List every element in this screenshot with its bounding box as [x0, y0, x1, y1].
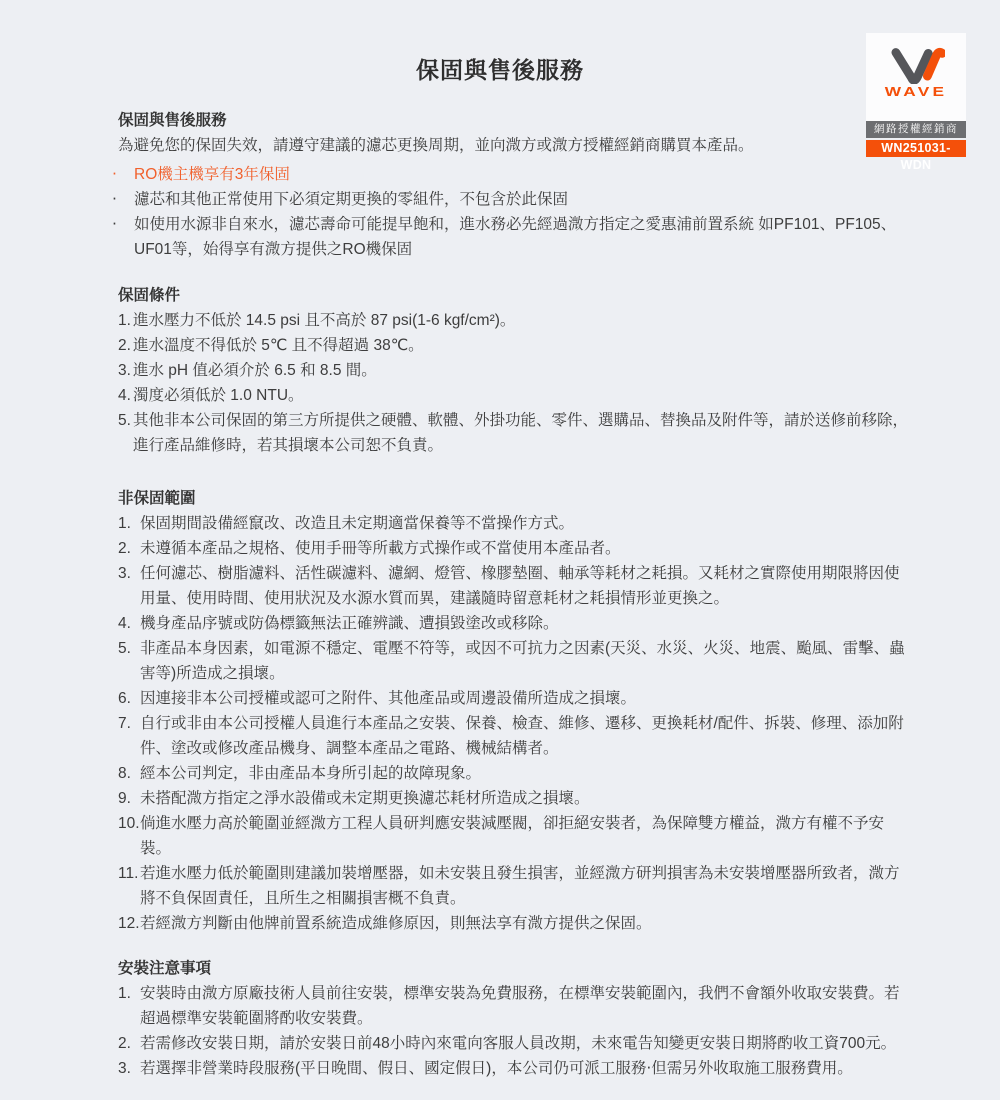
warranty-conditions-heading: 保固條件	[118, 287, 181, 304]
list-item	[118, 981, 913, 1031]
bullet-item-text: 濾芯和其他正常使用下必須定期更換的零組件，不包含於此保固	[134, 191, 569, 208]
wave-logo-icon	[866, 42, 966, 84]
item-number: 3.	[118, 1060, 131, 1077]
installation-notes-list	[118, 981, 913, 1081]
list-item	[118, 536, 913, 561]
item-text: 任何濾芯、樹脂濾料、活性碳濾料、濾網、燈管、橡膠墊圈、軸承等耗材之耗損。又耗材之實際使用期限將因使用量、使用時間、使用狀況及水源水質而異，建議隨時留意耗材之耗損情形並更換之。	[140, 565, 900, 607]
list-item	[118, 611, 913, 636]
item-text: 進水 pH 值必須介於 6.5 和 8.5 間。	[133, 362, 377, 379]
item-number: 2.	[118, 540, 131, 557]
intro-bullet-list	[118, 162, 913, 262]
list-item	[118, 1056, 913, 1081]
non-warranty-list	[118, 511, 913, 936]
item-text: 保固期間設備經竄改、改造且未定期適當保養等不當操作方式。	[140, 515, 575, 532]
list-item	[118, 1031, 913, 1056]
bullet-item-text: 如使用水源非自來水，濾芯壽命可能提早飽和，進水務必先經過溦方指定之愛惠浦前置系統 如PF101、PF105、UF01等，始得享有溦方提供之RO機保固	[134, 216, 897, 258]
list-item	[118, 511, 913, 536]
item-text: 未搭配溦方指定之淨水設備或未定期更換濾芯耗材所造成之損壞。	[140, 790, 590, 807]
list-item	[118, 786, 913, 811]
item-text: 進水溫度不得低於 5℃ 且不得超過 38℃。	[133, 337, 424, 354]
item-text: 若經溦方判斷由他牌前置系統造成維修原因，則無法享有溦方提供之保固。	[140, 915, 652, 932]
item-text: 經本公司判定，非由產品本身所引起的故障現象。	[140, 765, 482, 782]
authorized-dealer-badge: 網路授權經銷商	[866, 121, 966, 138]
item-text: 非產品本身因素，如電源不穩定、電壓不符等，或因不可抗力之因素(天災、水災、火災、地震、颱風、雷擊、蟲害等)所造成之損壞。	[140, 640, 905, 682]
item-number: 9.	[118, 790, 131, 807]
item-text: 安裝時由溦方原廠技術人員前往安裝，標準安裝為免費服務，在標準安裝範圍內，我們不會額外收取安裝費。若超過標準安裝範圍將酌收安裝費。	[140, 985, 900, 1027]
item-text: 若進水壓力低於範圍則建議加裝增壓器，如未安裝且發生損害，並經溦方研判損害為未安裝增壓器所致者，溦方將不負保固責任，且所生之相關損害概不負責。	[140, 865, 900, 907]
list-item	[118, 711, 913, 761]
item-number: 10.	[118, 815, 140, 832]
list-item	[118, 383, 913, 408]
item-text: 倘進水壓力高於範圍並經溦方工程人員研判應安裝減壓閥，卻拒絕安裝者，為保障雙方權益，溦方有權不予安裝。	[140, 815, 885, 857]
dealer-code-badge: WN251031-WDN	[866, 140, 966, 157]
item-number: 6.	[118, 690, 131, 707]
bullet-item	[118, 212, 913, 262]
warranty-conditions-list	[118, 308, 913, 458]
item-number: 4.	[118, 387, 131, 404]
page-title: 保固與售後服務	[416, 57, 584, 83]
item-number: 7.	[118, 715, 131, 732]
item-number: 1.	[118, 312, 131, 329]
item-number: 1.	[118, 985, 131, 1002]
item-number: 3.	[118, 565, 131, 582]
document-body	[118, 108, 913, 1081]
list-item	[118, 761, 913, 786]
list-item	[118, 636, 913, 686]
brand-wordmark: WAVE	[884, 85, 948, 100]
item-text: 濁度必須低於 1.0 NTU。	[133, 387, 304, 404]
item-number: 4.	[118, 615, 131, 632]
item-number: 1.	[118, 515, 131, 532]
item-text: 其他非本公司保固的第三方所提供之硬體、軟體、外掛功能、零件、選購品、替換品及附件等，請於送修前移除，進行產品維修時，若其損壞本公司恕不負責。	[133, 412, 909, 454]
item-number: 2.	[118, 337, 131, 354]
item-text: 若選擇非營業時段服務(平日晚間、假日、國定假日)，本公司仍可派工服務‧但需另外收取施工服務費用。	[140, 1060, 853, 1077]
list-item	[118, 561, 913, 611]
item-number: 5.	[118, 412, 131, 429]
item-number: 8.	[118, 765, 131, 782]
list-item	[118, 308, 913, 333]
item-number: 2.	[118, 1035, 131, 1052]
bullet-item	[118, 187, 913, 212]
list-item	[118, 333, 913, 358]
item-number: 3.	[118, 362, 131, 379]
item-text: 機身產品序號或防偽標籤無法正確辨識、遭損毀塗改或移除。	[140, 615, 559, 632]
bullet-item	[118, 162, 913, 187]
item-number: 5.	[118, 640, 131, 657]
list-item	[118, 811, 913, 861]
list-item	[118, 686, 913, 711]
intro-paragraph: 為避免您的保固失效，請遵守建議的濾芯更換周期，並向溦方或溦方授權經銷商購買本產品。	[118, 137, 754, 154]
item-text: 若需修改安裝日期，請於安裝日前48小時內來電向客服人員改期，未來電告知變更安裝日期將酌收工資700元。	[140, 1035, 897, 1052]
item-text: 因連接非本公司授權或認可之附件、其他產品或周邊設備所造成之損壞。	[140, 690, 637, 707]
list-item	[118, 408, 913, 458]
item-text: 未遵循本產品之規格、使用手冊等所載方式操作或不當使用本產品者。	[140, 540, 621, 557]
bullet-item-text: RO機主機享有3年保固	[134, 166, 290, 183]
item-text: 自行或非由本公司授權人員進行本產品之安裝、保養、檢查、維修、遷移、更換耗材/配件、拆裝、修理、添加附件、塗改或修改產品機身、調整本產品之電路、機械結構者。	[140, 715, 904, 757]
installation-notes-heading: 安裝注意事項	[118, 960, 212, 977]
item-text: 進水壓力不低於 14.5 psi 且不高於 87 psi(1-6 kgf/cm²)。	[133, 312, 516, 329]
intro-heading: 保固與售後服務	[118, 112, 227, 129]
list-item	[118, 911, 913, 936]
list-item	[118, 861, 913, 911]
item-number: 11.	[118, 865, 139, 882]
list-item	[118, 358, 913, 383]
item-number: 12.	[118, 915, 140, 932]
non-warranty-heading: 非保固範圍	[118, 490, 196, 507]
